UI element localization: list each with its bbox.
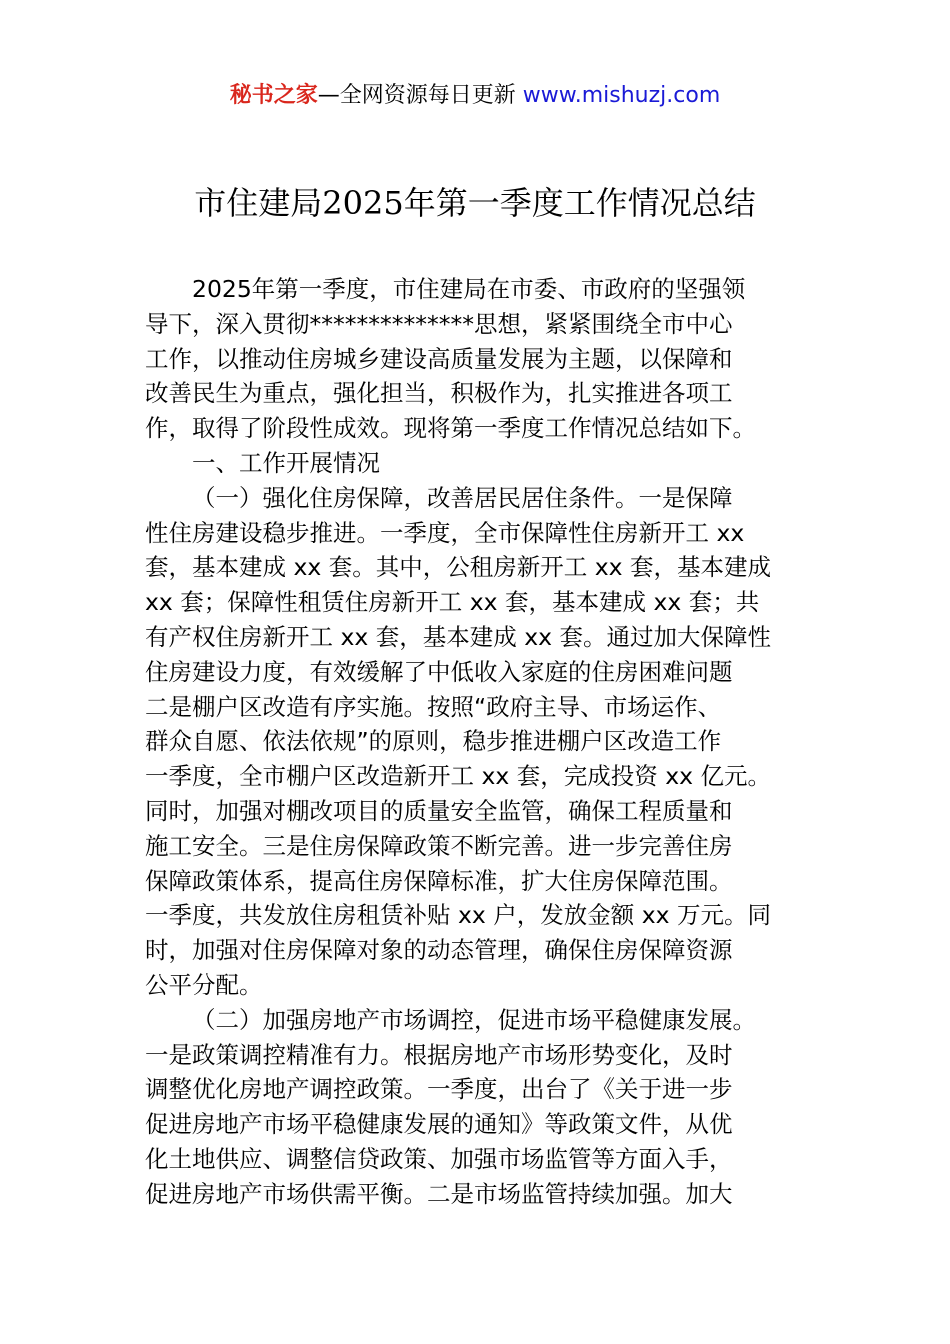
paragraph-line: 工作，以推动住房城乡建设高质量发展为主题，以保障和 — [145, 344, 733, 373]
paragraph-line: 促进房地产市场平稳健康发展的通知》等政策文件，从优 — [145, 1110, 733, 1139]
paragraph-line: 住房建设力度，有效缓解了中低收入家庭的住房困难问题 — [145, 657, 733, 686]
site-url-link[interactable]: www.mishuzj.com — [522, 83, 721, 108]
paragraph-line: 施工安全。三是住房保障政策不断完善。进一步完善住房 — [145, 831, 733, 860]
paragraph-line: 一季度，共发放住房租赁补贴 xx 户，发放金额 xx 万元。同 — [145, 901, 772, 930]
brand-name: 秘书之家 — [229, 83, 318, 108]
subsection-heading-line: （一）强化住房保障，改善居民居住条件。一是保障 — [192, 483, 733, 512]
paragraph-line: 时，加强对住房保障对象的动态管理，确保住房保障资源 — [145, 936, 733, 965]
paragraph-line: 套，基本建成 xx 套。其中，公租房新开工 xx 套，基本建成 — [145, 553, 772, 582]
paragraph-line: 同时，加强对棚改项目的质量安全监管，确保工程质量和 — [145, 796, 733, 825]
paragraph-line: 作，取得了阶段性成效。现将第一季度工作情况总结如下。 — [145, 414, 756, 443]
paragraph-line: 有产权住房新开工 xx 套，基本建成 xx 套。通过加大保障性 — [145, 622, 772, 651]
paragraph-line: 公平分配。 — [145, 970, 263, 999]
paragraph-line: 改善民生为重点，强化担当，积极作为，扎实推进各项工 — [145, 379, 733, 408]
paragraph-line: 一是政策调控精准有力。根据房地产市场形势变化，及时 — [145, 1040, 733, 1069]
document-body — [145, 272, 810, 1212]
paragraph-line: xx 套；保障性租赁住房新开工 xx 套，基本建成 xx 套；共 — [145, 588, 760, 617]
paragraph-line: 导下，深入贯彻**************思想，紧紧围绕全市中心 — [145, 309, 733, 338]
paragraph-line: 一季度，全市棚户区改造新开工 xx 套，完成投资 xx 亿元。 — [145, 762, 772, 791]
paragraph-line: 群众自愿、依法依规”的原则，稳步推进棚户区改造工作 — [145, 727, 722, 756]
paragraph-line: 化土地供应、调整信贷政策、加强市场监管等方面入手， — [145, 1144, 733, 1173]
subsection-heading-line: （二）加强房地产市场调控，促进市场平稳健康发展。 — [192, 1005, 756, 1034]
site-header — [0, 80, 950, 112]
paragraph-line: 调整优化房地产调控政策。一季度，出台了《关于进一步 — [145, 1075, 733, 1104]
paragraph-line: 促进房地产市场供需平衡。二是市场监管持续加强。加大 — [145, 1179, 733, 1208]
paragraph-line: 性住房建设稳步推进。一季度，全市保障性住房新开工 xx — [145, 518, 745, 547]
section-heading: 一、工作开展情况 — [192, 448, 380, 477]
document-title: 市住建局2025年第一季度工作情况总结 — [194, 184, 756, 222]
paragraph-line: 二是棚户区改造有序实施。按照“政府主导、市场运作、 — [145, 692, 722, 721]
paragraph-line: 保障政策体系，提高住房保障标准，扩大住房保障范围。 — [145, 866, 733, 895]
paragraph-line: 2025年第一季度，市住建局在市委、市政府的坚强领 — [192, 275, 746, 303]
header-tagline: —全网资源每日更新 — [317, 83, 523, 108]
